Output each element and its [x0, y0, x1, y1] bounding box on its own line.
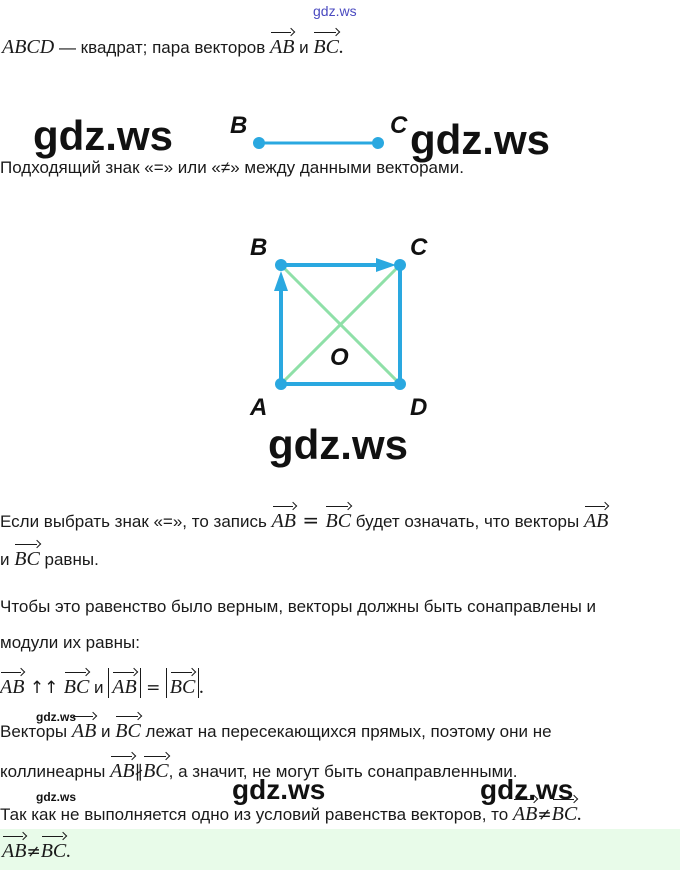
paragraph-2-line-1: Чтобы это равенство было верным, векторы должны быть сонаправлены и — [0, 597, 597, 616]
paragraph-3: Векторы AB и BC лежат на пересекающихся прямых, поэтому они не — [0, 712, 552, 742]
watermark: gdz.ws — [33, 112, 174, 159]
equality-conditions: AB ↑↑ BC и AB = BC . — [0, 668, 204, 699]
answer: AB≠BC. — [2, 832, 71, 863]
watermark-top: gdz.ws — [313, 3, 357, 19]
arrowhead-ab — [274, 271, 288, 291]
not-equal-symbol: ≠ — [26, 842, 41, 862]
not-equal-symbol: ≠ — [537, 805, 552, 825]
vector-bc: BC — [552, 795, 578, 824]
vector-bc: BC — [325, 502, 351, 531]
label-c: C — [390, 112, 408, 139]
vector-ab: AB — [270, 28, 294, 57]
watermark: gdz.ws — [480, 774, 574, 805]
modulus-ab: AB — [112, 668, 136, 697]
vector-ab: AB — [0, 668, 24, 697]
intro-line: ABCD — квадрат; пара векторов AB и BC. — [2, 28, 344, 59]
vector-ab: AB — [584, 502, 608, 531]
and-text: и — [294, 38, 314, 57]
answer-box — [0, 829, 680, 870]
not-parallel-symbol: ∦ — [134, 762, 144, 782]
modulus-bc: BC — [170, 668, 196, 697]
point-c — [372, 137, 384, 149]
point-a — [275, 378, 287, 390]
label-d: D — [410, 394, 428, 421]
vector-ab: AB — [2, 832, 26, 861]
vector-bc: BC — [143, 752, 169, 781]
point-b — [275, 259, 287, 271]
vector-ab: AB — [513, 795, 537, 824]
point-b — [253, 137, 265, 149]
watermark: gdz.ws — [268, 421, 409, 468]
vector-bc: BC — [313, 28, 339, 57]
label-b: B — [250, 234, 268, 261]
vector-bc: BC — [115, 712, 141, 741]
watermark: gdz.ws — [232, 774, 326, 805]
paragraph-2-line-2: модули их равны: — [0, 633, 140, 652]
paragraph-1-cont: и BC равны. — [0, 540, 99, 570]
label-a: A — [250, 394, 268, 421]
vector-bc: BC — [14, 540, 40, 569]
label-o: O — [330, 344, 349, 371]
watermark-small: gdz.ws — [36, 790, 77, 804]
watermark: gdz.ws — [410, 116, 551, 163]
point-c — [394, 259, 406, 271]
vector-bc: BC — [41, 832, 67, 861]
paragraph-1: Если выбрать знак «=», то запись AB = BC будет означать, что векторы AB — [0, 502, 608, 532]
square-figure — [240, 225, 440, 425]
point-d — [394, 378, 406, 390]
label-b: B — [230, 112, 248, 139]
label-c: C — [410, 234, 428, 261]
vector-ab: AB — [272, 502, 296, 531]
square-name: ABCD — [2, 36, 55, 58]
watermark-small: gdz.ws — [36, 710, 77, 724]
paragraph-4: коллинеарны AB∦BC, а значит, не могут быть сонаправленными. — [0, 752, 518, 782]
segment-figure — [220, 105, 420, 160]
vector-bc: BC — [64, 668, 90, 697]
vector-ab: AB — [72, 712, 96, 741]
paragraph-5: Так как не выполняется одно из условий равенства векторов, то AB≠BC. — [0, 795, 582, 826]
intro-text: — квадрат; пара векторов — [54, 38, 271, 57]
vector-ab: AB — [110, 752, 134, 781]
task-text: Подходящий знак «=» или «≠» между данными векторами. — [0, 158, 464, 177]
codirected-symbol: ↑↑ — [24, 678, 64, 698]
